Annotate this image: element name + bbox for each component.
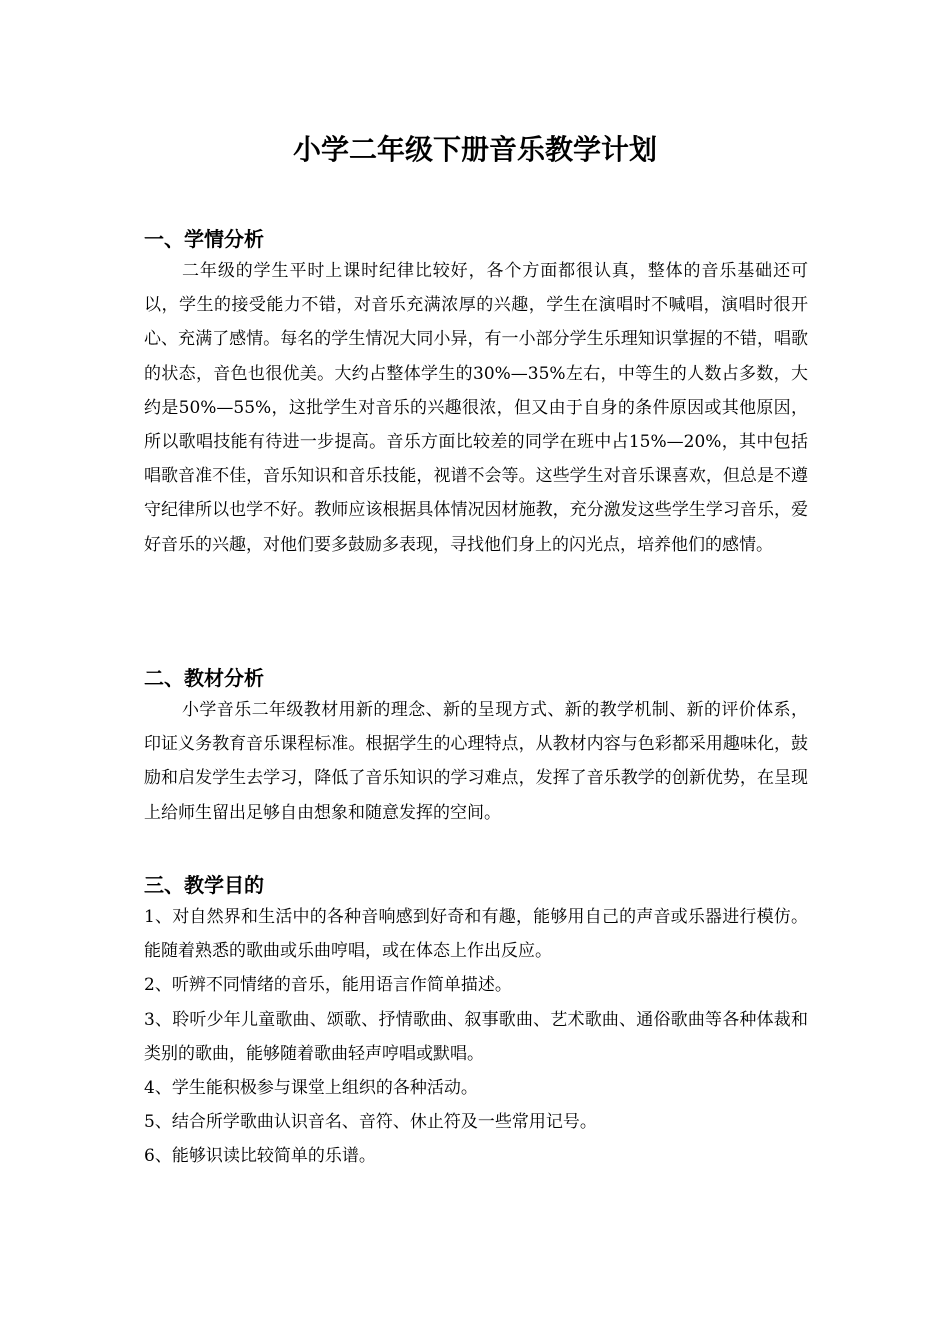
list-item: 1、对自然界和生活中的各种音响感到好奇和有趣，能够用自己的声音或乐器进行模仿。能随着熟悉的歌曲或乐曲哼唱，或在体态上作出反应。 [144,907,808,962]
list-item: 2、听辨不同情绪的音乐，能用语言作简单描述。 [144,975,512,996]
section-student-analysis [144,224,808,562]
section-heading: 一、学情分析 [144,227,264,251]
section-paragraph: 二年级的学生平时上课时纪律比较好，各个方面都很认真，整体的音乐基础还可以，学生的接受能力不错，对音乐充满浓厚的兴趣，学生在演唱时不喊唱，演唱时很开心、充满了感情。每名的学生情况大同小异，有一小部分学生乐理知识掌握的不错，唱歌的状态，音色也很优美。大约占整体学生的30%—35%左右，中等生的人数占多数，大约是50%—55%，这批学生对音乐的兴趣很浓，但又由于自身的条件原因或其他原因，所以歌唱技能有待进一步提高。音乐方面比较差的同学在班中占15%—20%，其中包括唱歌音准不佳，音乐知识和音乐技能，视谱不会等。这些学生对音乐课喜欢，但总是不遵守纪律所以也学不好。教师应该根据具体情况因材施教，充分激发这些学生学习音乐，爱好音乐的兴趣，对他们要多鼓励多表现，寻找他们身上的闪光点，培养他们的感情。 [144,261,808,555]
document-title: 小学二年级下册音乐教学计划 [292,133,657,166]
list-item: 6、能够识读比较简单的乐谱。 [144,1146,376,1167]
section-heading: 三、教学目的 [144,873,264,897]
section-heading: 二、教材分析 [144,666,264,690]
list-item: 3、聆听少年儿童歌曲、颂歌、抒情歌曲、叙事歌曲、艺术歌曲、通俗歌曲等各种体裁和类别的歌曲，能够随着歌曲轻声哼唱或默唱。 [144,1009,808,1064]
objectives-list [144,900,808,1174]
list-item: 5、结合所学歌曲认识音名、音符、休止符及一些常用记号。 [144,1112,597,1133]
section-textbook-analysis [144,663,808,830]
section-teaching-objectives [144,870,808,1174]
section-paragraph: 小学音乐二年级教材用新的理念、新的呈现方式、新的教学机制、新的评价体系，印证义务教育音乐课程标准。根据学生的心理特点，从教材内容与色彩都采用趣味化，鼓励和启发学生去学习，降低了音乐知识的学习难点，发挥了音乐教学的创新优势，在呈现上给师生留出足够自由想象和随意发挥的空间。 [144,700,808,823]
list-item: 4、学生能积极参与课堂上组织的各种活动。 [144,1078,478,1099]
